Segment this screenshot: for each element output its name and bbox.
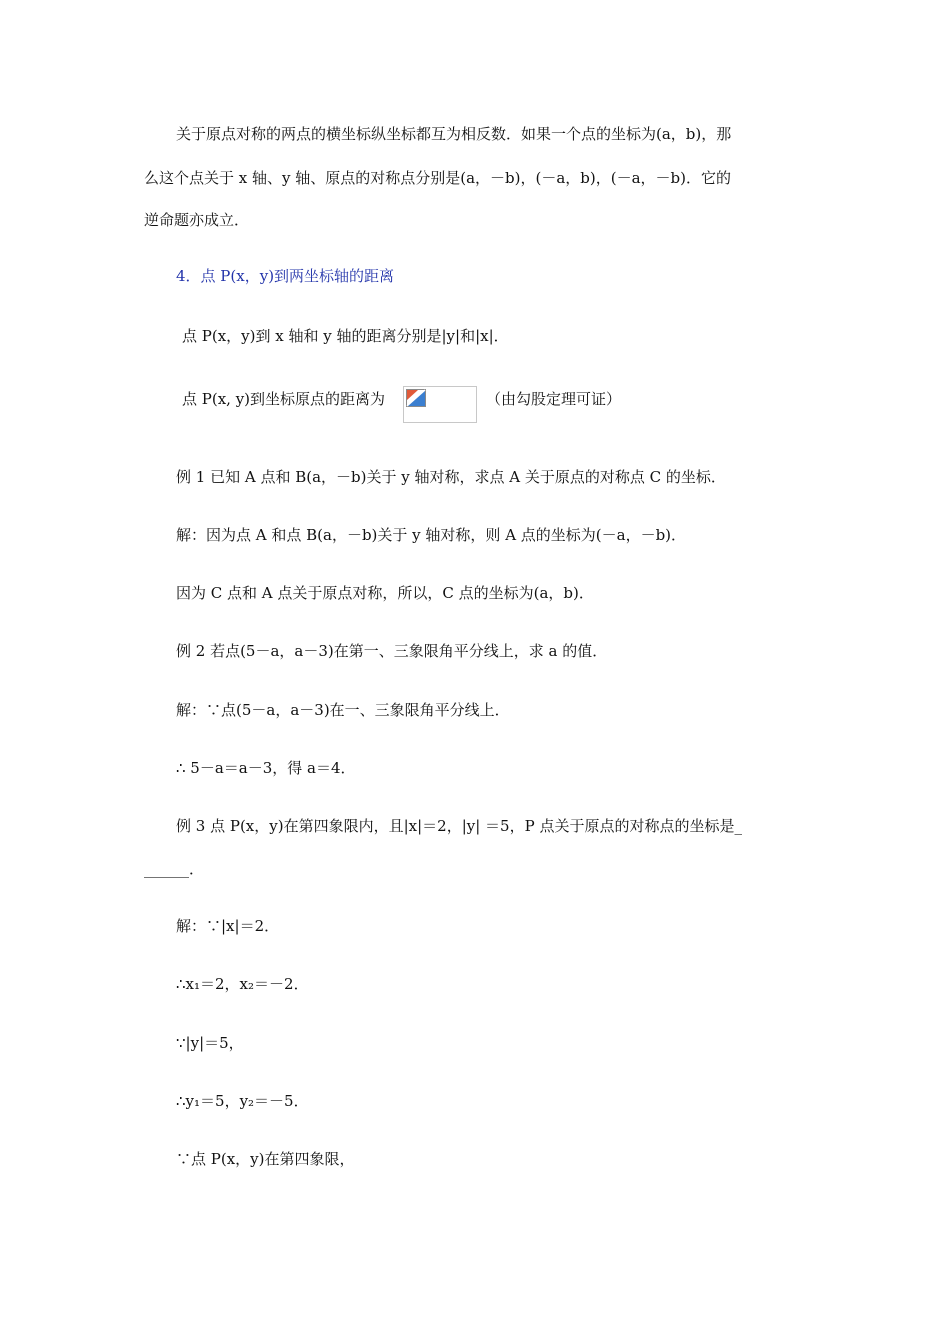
solution-line: ∵点 P(x，y)在第四象限，	[176, 1150, 355, 1168]
example-question: 例 1 已知 A 点和 B(a，－b)关于 y 轴对称，求点 A 关于原点的对称点 C 的坐标．	[176, 468, 726, 486]
broken-image-icon	[406, 389, 426, 407]
formula-image	[403, 386, 477, 423]
paragraph-line: （由勾股定理可证）	[486, 390, 622, 408]
paragraph-line: 么这个点关于 x 轴、y 轴、原点的对称点分别是(a，－b)，(－a，b)，(－a，－b)．它的	[144, 169, 731, 187]
solution-line: ∴y₁＝5，y₂＝－5．	[176, 1092, 309, 1110]
paragraph-line: 点 P(x，y)到 x 轴和 y 轴的距离分别是|y|和|x|．	[182, 327, 509, 345]
example-question: 例 3 点 P(x，y)在第四象限内，且|x|＝2，|y| ＝5，P 点关于原点的对称点的坐标是_	[176, 817, 742, 835]
solution-line: ∵|y|＝5，	[176, 1034, 244, 1052]
solution-line: ∴x₁＝2，x₂＝－2．	[176, 975, 309, 993]
paragraph-line: 点 P(x, y)到坐标原点的距离为	[182, 390, 386, 408]
section-heading: 4．点 P(x，y)到两坐标轴的距离	[176, 267, 395, 285]
solution-line: 解：因为点 A 和点 B(a，－b)关于 y 轴对称，则 A 点的坐标为(－a，－b)．	[176, 526, 687, 544]
solution-line: 解：∵点(5－a，a－3)在一、三象限角平分线上．	[176, 701, 510, 719]
paragraph-line: 关于原点对称的两点的横坐标纵坐标都互为相反数．如果一个点的坐标为(a，b)，那	[176, 125, 732, 143]
paragraph-line: 逆命题亦成立．	[144, 211, 250, 229]
example-question: ______．	[144, 860, 205, 878]
solution-line: 解：∵|x|＝2．	[176, 917, 280, 935]
solution-line: ∴ 5－a＝a－3，得 a＝4．	[176, 759, 356, 777]
example-question: 例 2 若点(5－a，a－3)在第一、三象限角平分线上，求 a 的值．	[176, 642, 608, 660]
solution-line: 因为 C 点和 A 点关于原点对称，所以，C 点的坐标为(a，b)．	[176, 584, 594, 602]
